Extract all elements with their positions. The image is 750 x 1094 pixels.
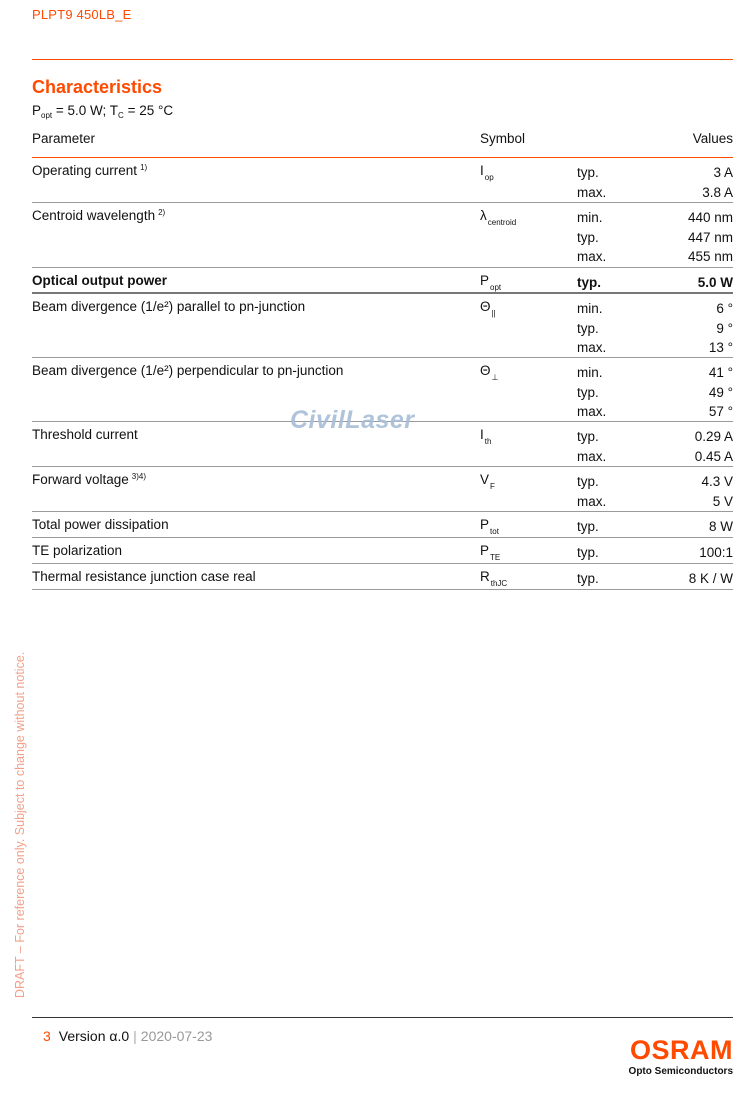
- value-cell: [695, 427, 733, 466]
- param-label: Threshold current: [32, 427, 138, 442]
- cond-label: typ.: [577, 519, 599, 534]
- cond-label: max.: [577, 249, 607, 264]
- value: 8 K / W: [688, 571, 733, 586]
- symbol-base: V: [480, 472, 490, 487]
- value: 5.0 W: [697, 275, 733, 290]
- param-cell: [32, 208, 165, 223]
- symbol-sub: F: [490, 482, 495, 491]
- cond-label: typ.: [577, 229, 599, 245]
- symbol-sub: centroid: [487, 218, 517, 227]
- symbol-base: λ: [480, 208, 487, 223]
- symbol-cell: [480, 273, 501, 292]
- watermark-logo: CivilLaser: [290, 406, 415, 434]
- cond-label: max.: [577, 448, 607, 464]
- cond-label: typ.: [577, 384, 599, 400]
- symbol-base: I: [480, 427, 484, 442]
- condition-cell: [577, 543, 599, 563]
- value: 9 °: [716, 320, 733, 336]
- value-cell: [701, 472, 733, 511]
- value-cell: [702, 163, 733, 202]
- cond-label: min.: [577, 210, 603, 225]
- condition-cell: [577, 163, 606, 202]
- symbol-cell: [480, 299, 496, 318]
- condition-cell: [577, 299, 606, 358]
- symbol-base: P: [480, 517, 490, 532]
- param-cell: [32, 569, 256, 584]
- symbol-sub: opt: [490, 283, 502, 292]
- cond-p-sub: opt: [41, 111, 53, 120]
- symbol-sub: ||: [491, 309, 496, 318]
- table-row-te-polarization: [32, 538, 733, 564]
- symbol-cell: [480, 543, 500, 562]
- header-values: Values: [692, 131, 733, 146]
- header-divider: [32, 59, 733, 60]
- cond-label: max.: [577, 184, 607, 200]
- value: 0.29 A: [694, 429, 733, 444]
- logo-wordmark: OSRAM: [630, 1035, 733, 1065]
- symbol-cell: [480, 472, 495, 491]
- symbol-cell: [480, 208, 516, 227]
- table-row-total-power-dissipation: [32, 512, 733, 538]
- symbol-cell: [480, 517, 499, 536]
- param-label: Total power dissipation: [32, 517, 169, 532]
- symbol-sub: th: [484, 437, 492, 446]
- footnote-ref: 2): [158, 208, 166, 217]
- value: 447 nm: [687, 229, 733, 245]
- logo-tagline: Opto Semiconductors: [628, 1066, 733, 1077]
- param-cell: [32, 299, 305, 314]
- symbol-base: I: [480, 163, 484, 178]
- document-id: PLPT9 450LB_E: [32, 7, 132, 22]
- version-label: Version α.0: [58, 1028, 130, 1044]
- table-row-operating-current: [32, 158, 733, 203]
- header-parameter: Parameter: [32, 131, 96, 146]
- symbol-base: P: [480, 543, 490, 558]
- cond-label: typ.: [577, 275, 602, 290]
- cond-label: max.: [577, 493, 607, 509]
- value: 4.3 V: [701, 474, 733, 489]
- value: 57 °: [708, 404, 733, 419]
- symbol-base: R: [480, 569, 490, 584]
- value: 100:1: [699, 545, 733, 560]
- symbol-cell: [480, 569, 507, 588]
- param-cell: [32, 163, 147, 178]
- cond-label: typ.: [577, 429, 599, 444]
- cond-p-base: P: [32, 103, 42, 118]
- value: 3 A: [713, 165, 733, 180]
- condition-cell: [577, 363, 606, 422]
- param-label: Optical output power: [32, 273, 167, 288]
- value: 5 V: [712, 493, 733, 509]
- table-row-optical-output-power: [32, 268, 733, 294]
- page-number: 3: [43, 1028, 51, 1044]
- param-cell: [32, 273, 167, 288]
- page-footer: [43, 1028, 212, 1044]
- cond-label: min.: [577, 301, 603, 316]
- symbol-base: Θ: [480, 299, 491, 314]
- value: 455 nm: [687, 249, 733, 264]
- condition-cell: [577, 208, 606, 267]
- param-label: Thermal resistance junction case real: [32, 569, 256, 584]
- value-cell: [699, 543, 733, 563]
- condition-cell: [577, 472, 606, 511]
- symbol-sub: op: [484, 173, 494, 182]
- value-cell: [709, 363, 733, 422]
- cond-label: min.: [577, 365, 603, 380]
- value: 6 °: [716, 301, 733, 316]
- draft-notice: DRAFT – For reference only. Subject to change without notice.: [13, 651, 27, 998]
- value-cell: [698, 273, 733, 293]
- footnote-ref: 3)4): [131, 472, 147, 481]
- condition-cell: [577, 517, 599, 537]
- value-cell: [709, 517, 733, 537]
- param-label: Beam divergence (1/e²) perpendicular to pn-junction: [32, 363, 344, 378]
- header-symbol: Symbol: [480, 131, 526, 146]
- value: 8 W: [708, 519, 733, 534]
- value: 3.8 A: [702, 184, 733, 200]
- param-cell: [32, 363, 343, 378]
- cond-label: typ.: [577, 320, 599, 336]
- table-row-centroid-wavelength: [32, 203, 733, 268]
- symbol-cell: [480, 363, 498, 382]
- condition-cell: [577, 427, 606, 466]
- cond-label: typ.: [577, 165, 599, 180]
- symbol-sub: tot: [490, 527, 499, 536]
- cond-t-rest: = 25 °C: [123, 103, 174, 118]
- section-title: Characteristics: [32, 77, 163, 97]
- param-cell: [32, 472, 146, 487]
- value: 49 °: [708, 384, 733, 400]
- cond-label: typ.: [577, 474, 599, 489]
- symbol-cell: [480, 163, 494, 182]
- value: 13 °: [708, 340, 733, 355]
- cond-label: max.: [577, 340, 607, 355]
- test-conditions: [32, 103, 173, 120]
- cond-p-rest: = 5.0 W; T: [52, 103, 119, 118]
- table-row-thermal-resistance: [32, 564, 733, 590]
- param-label: Centroid wavelength: [32, 208, 156, 223]
- characteristics-table: [32, 124, 733, 590]
- param-cell: [32, 427, 138, 442]
- symbol-sub: TE: [490, 553, 501, 562]
- symbol-sub: ⊥: [491, 373, 499, 382]
- param-cell: [32, 543, 122, 558]
- param-label: Forward voltage: [32, 472, 129, 487]
- footer-separator: |: [133, 1028, 137, 1044]
- value-cell: [688, 208, 733, 267]
- release-date: 2020-07-23: [140, 1028, 213, 1044]
- value-cell: [689, 569, 733, 589]
- param-label: Operating current: [32, 163, 138, 178]
- symbol-base: P: [480, 273, 490, 288]
- condition-cell: [577, 273, 601, 293]
- param-cell: [32, 517, 169, 532]
- value-cell: [709, 299, 733, 358]
- symbol-cell: [480, 427, 491, 446]
- table-row-beam-divergence-parallel: [32, 294, 733, 358]
- condition-cell: [577, 569, 599, 589]
- param-label: TE polarization: [32, 543, 123, 558]
- cond-label: max.: [577, 404, 607, 419]
- value: 440 nm: [687, 210, 733, 225]
- footer-divider: [32, 1017, 733, 1018]
- cond-label: typ.: [577, 545, 599, 560]
- symbol-sub: thJC: [490, 579, 508, 588]
- param-label: Beam divergence (1/e²) parallel to pn-junction: [32, 299, 306, 314]
- value: 41 °: [708, 365, 733, 380]
- symbol-base: Θ: [480, 363, 491, 378]
- value: 0.45 A: [694, 448, 733, 464]
- cond-label: typ.: [577, 571, 599, 586]
- osram-logo: [629, 1036, 733, 1077]
- cond-t-sub: C: [118, 111, 124, 120]
- footnote-ref: 1): [140, 163, 148, 172]
- table-header-row: [32, 124, 733, 158]
- table-row-forward-voltage: [32, 467, 733, 512]
